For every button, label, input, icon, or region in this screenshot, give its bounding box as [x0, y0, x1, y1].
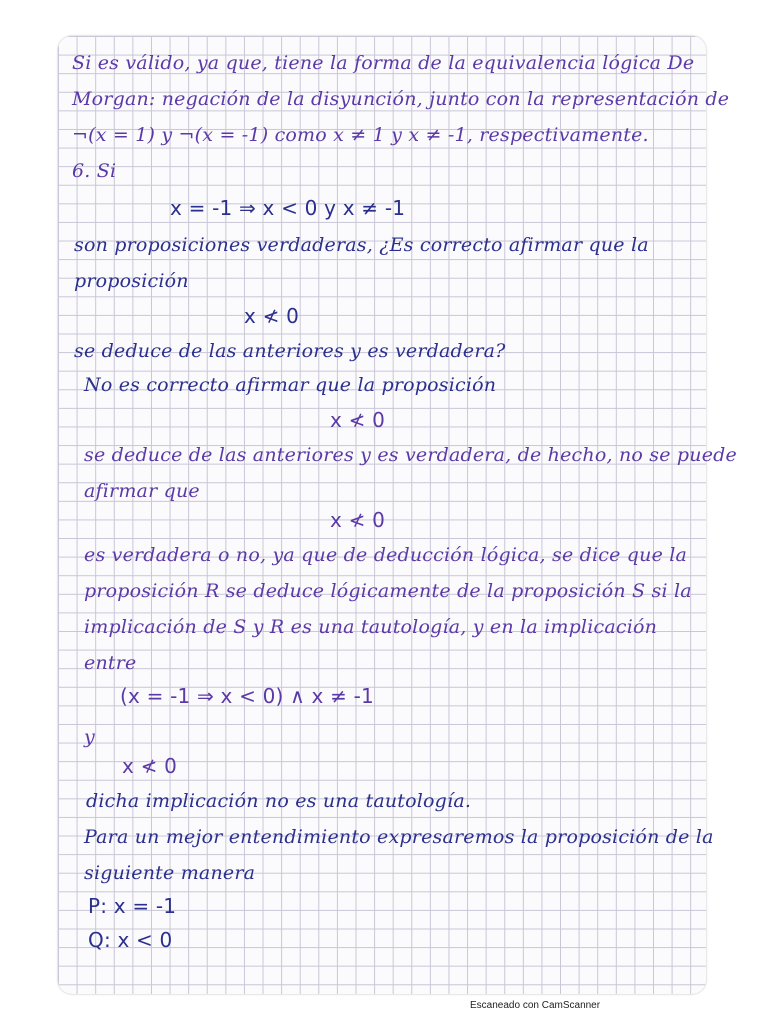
math-expression: x ≮ 0	[330, 408, 386, 432]
text-line: siguiente manera	[84, 862, 256, 884]
scanner-watermark: Escaneado con CamScanner	[470, 1000, 601, 1011]
math-expression: x ≮ 0	[330, 508, 386, 532]
math-expression: x ≮ 0	[122, 754, 178, 778]
math-expression: P: x = -1	[88, 894, 177, 918]
text-line: No es correcto afirmar que la proposición	[84, 374, 497, 396]
text-line: proposición	[74, 270, 189, 292]
text-line: son proposiciones verdaderas, ¿Es correcto afirmar que la	[74, 234, 649, 256]
math-expression: x = -1 ⇒ x < 0 y x ≠ -1	[170, 196, 406, 220]
exercise-number: 6. Si	[72, 160, 117, 182]
text-line: Si es válido, ya que, tiene la forma de la equivalencia lógica De	[72, 52, 695, 74]
text-line: entre	[84, 652, 137, 674]
text-line: proposición R se deduce lógicamente de la proposición S si la	[84, 580, 692, 602]
text-line: afirmar que	[84, 480, 200, 502]
text-line: Morgan: negación de la disyunción, junto con la representación de	[72, 88, 730, 110]
math-expression: Q: x < 0	[88, 928, 173, 952]
text-line: es verdadera o no, ya que de deducción lógica, se dice que la	[84, 544, 688, 566]
text-line: y	[84, 726, 95, 748]
text-line: implicación de S y R es una tautología, y en la implicación	[84, 616, 658, 638]
text-line: ¬(x = 1) y ¬(x = -1) como x ≠ 1 y x ≠ -1, respectivamente.	[72, 124, 649, 146]
text-line: se deduce de las anteriores y es verdadera, de hecho, no se puede	[84, 444, 737, 466]
text-line: Para un mejor entendimiento expresaremos la proposición de la	[84, 826, 714, 848]
math-expression: (x = -1 ⇒ x < 0) ∧ x ≠ -1	[120, 684, 374, 708]
text-line: se deduce de las anteriores y es verdadera?	[74, 340, 506, 362]
math-expression: x ≮ 0	[244, 304, 300, 328]
text-line: dicha implicación no es una tautología.	[86, 790, 472, 812]
